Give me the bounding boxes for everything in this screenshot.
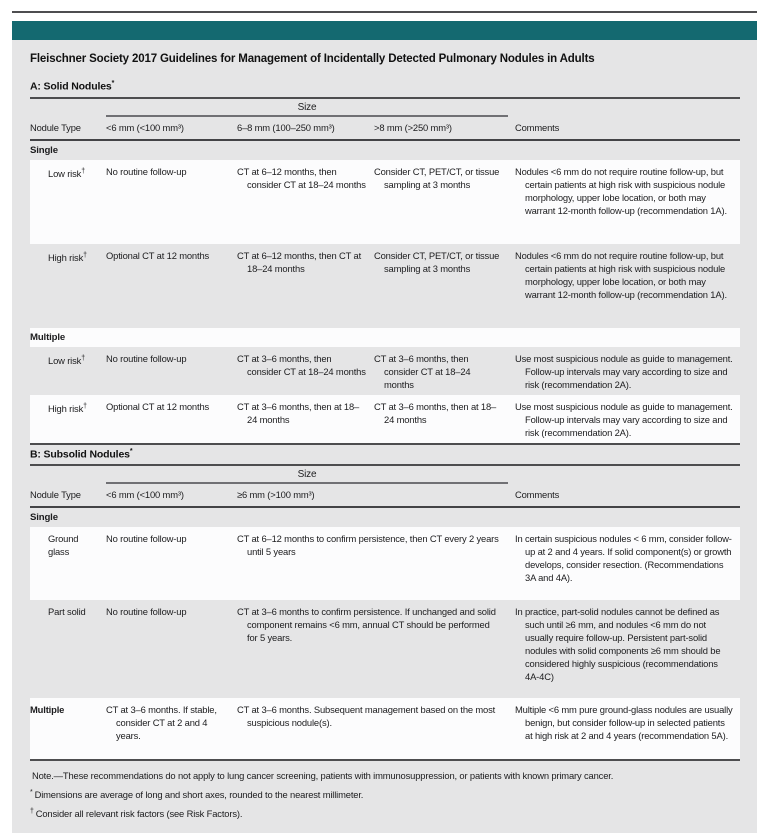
- dagger-marker: †: [81, 167, 85, 175]
- size-span-header: Size: [106, 102, 508, 117]
- cell-size-gt8: Consider CT, PET/CT, or tissue sampling at 3 months: [374, 165, 500, 190]
- cell-size-lt6: No routine follow-up: [106, 606, 187, 617]
- table-row: [30, 347, 740, 395]
- top-divider-rule: [12, 11, 757, 13]
- cell-comments: Use most suspicious nodule as guide to management. Follow-up intervals may vary according to size and risk (recommendation 2A).: [515, 400, 733, 438]
- cell-comments: Nodules <6 mm do not require routine follow-up, but certain patients at high risk with suspicious nodule morphology, upper lobe location, or both may warrant 12-month follow-up (recommendation 1A).: [515, 249, 727, 300]
- group-row-single: Single: [30, 512, 58, 523]
- spacer-cell: [30, 102, 106, 117]
- cell-size-gt8: Consider CT, PET/CT, or tissue sampling at 3 months: [374, 249, 500, 274]
- cell-size-6to8: CT at 6–12 months, then CT at 18–24 months: [237, 249, 362, 274]
- cell-comments: Multiple <6 mm pure ground-glass nodules are usually benign, but consider follow-up in selected patients at high risk at 2 and 4 years (recommendation 5A).: [515, 704, 733, 741]
- spacer-cell: [508, 102, 740, 117]
- cell-size-gt8: CT at 3–6 months, then consider CT at 18–24 months: [374, 352, 471, 390]
- dagger-marker: †: [81, 354, 85, 362]
- section-a-column-headers: [30, 117, 740, 141]
- cell-nodule-type: Ground glass: [48, 533, 79, 557]
- cell-comments: In certain suspicious nodules < 6 mm, consider follow-up at 2 and 4 years. If solid component(s) or growth develops, consider resection. (Recommendations 3A and 4A).: [515, 533, 732, 583]
- col-header-nodule-type: Nodule Type: [30, 121, 81, 133]
- cell-nodule-type: Part solid: [48, 606, 86, 617]
- col-header-comments: Comments: [515, 489, 560, 500]
- teal-header-band: [12, 21, 757, 40]
- cell-size-ge6: CT at 3–6 months. Subsequent management based on the most suspicious nodule(s).: [237, 704, 496, 728]
- section-a-footnote-marker: *: [111, 80, 115, 87]
- cell-size-6to8: CT at 3–6 months, then at 18–24 months: [237, 400, 360, 425]
- col-header-size-1: <6 mm (<100 mm³): [106, 121, 184, 133]
- col-header-comments: Comments: [515, 121, 560, 133]
- section-a-heading: [30, 78, 740, 99]
- section-a-heading-text: A: Solid Nodules: [30, 80, 112, 93]
- row-label: Low risk: [48, 167, 82, 179]
- cell-size-lt6: No routine follow-up: [106, 165, 187, 177]
- col-header-size-1: <6 mm (<100 mm³): [106, 489, 184, 500]
- cell-comments: Nodules <6 mm do not require routine follow-up, but certain patients at high risk with suspicious nodule morphology, upper lobe location, or both may warrant 12-month follow-up (recommendation 1A).: [515, 165, 727, 216]
- cell-size-ge6: CT at 3–6 months to confirm persistence. If unchanged and solid component remains <6 mm, annual CT should be performed for 5 years.: [237, 606, 496, 643]
- footnote-text: Consider all relevant risk factors (see Risk Factors).: [35, 808, 243, 820]
- col-header-size-3: >8 mm (>250 mm³): [374, 121, 452, 133]
- table-panel: [12, 40, 757, 833]
- table-title: Fleischner Society 2017 Guidelines for Management of Incidentally Detected Pulmonary Nodules in Adults: [30, 53, 595, 65]
- table-row: [30, 698, 740, 759]
- row-label: High risk: [48, 402, 84, 414]
- footnote-dagger: [30, 806, 740, 820]
- size-span-header: Size: [106, 469, 508, 484]
- cell-size-lt6: Optional CT at 12 months: [106, 249, 210, 261]
- footnote-marker: †: [30, 808, 34, 816]
- row-label: Low risk: [48, 354, 82, 366]
- cell-nodule-type: [30, 165, 106, 240]
- section-b-heading-text: B: Subsolid Nodules: [30, 448, 130, 460]
- cell-size-lt6: No routine follow-up: [106, 352, 187, 364]
- cell-size-lt6: Optional CT at 12 months: [106, 400, 210, 412]
- dagger-marker: †: [83, 251, 87, 259]
- cell-size-6to8: CT at 6–12 months, then consider CT at 18–24 months: [237, 165, 366, 190]
- cell-size-gt8: CT at 3–6 months, then at 18–24 months: [374, 400, 497, 425]
- section-b-footnote-marker: *: [129, 447, 133, 455]
- spacer-cell: [30, 469, 106, 484]
- table-row: [30, 244, 740, 328]
- cell-size-ge6: CT at 6–12 months to confirm persistence, then CT every 2 years until 5 years: [237, 533, 499, 557]
- col-header-nodule-type: Nodule Type: [30, 489, 81, 500]
- section-a-size-row: [30, 99, 740, 117]
- spacer-cell: [508, 469, 740, 484]
- row-label: High risk: [48, 251, 84, 263]
- group-row-multiple: Multiple: [30, 328, 740, 347]
- cell-comments: In practice, part-solid nodules cannot be defined as such until ≥6 mm, and nodules <6 mm do not usually require follow-up. Persistent part-solid nodules with solid components ≥6 mm should be considered highly suspicious (recommendations 4A-4C): [515, 606, 721, 682]
- footnote-asterisk: [30, 787, 740, 801]
- cell-nodule-type: [30, 352, 106, 391]
- table-row: [30, 160, 740, 244]
- section-b-column-headers: [30, 484, 740, 508]
- group-row-single: Single: [30, 144, 58, 156]
- col-header-size-2: 6–8 mm (100–250 mm³): [237, 121, 335, 133]
- footnote-note: [30, 768, 740, 782]
- footnotes: [30, 759, 740, 820]
- page: [0, 11, 768, 833]
- table-row: [30, 600, 740, 698]
- cell-size-6to8: CT at 3–6 months, then consider CT at 18–24 months: [237, 352, 366, 377]
- cell-comments: Use most suspicious nodule as guide to management. Follow-up intervals may vary according to size and risk (recommendation 2A).: [515, 352, 733, 390]
- cell-nodule-type: [30, 400, 106, 439]
- dagger-marker: †: [83, 402, 87, 410]
- table-row: [30, 527, 740, 600]
- section-b-heading: [30, 443, 740, 467]
- cell-size-lt6: No routine follow-up: [106, 533, 187, 544]
- table-row: [30, 395, 740, 443]
- footnote-text: Note.—These recommendations do not apply to lung cancer screening, patients with immunosuppression, or patients with known primary cancer.: [32, 770, 614, 782]
- cell-size-lt6: CT at 3–6 months. If stable, consider CT at 2 and 4 years.: [106, 704, 217, 741]
- footnote-text: Dimensions are average of long and short axes, rounded to the nearest millimeter.: [34, 789, 364, 801]
- col-header-size-2: ≥6 mm (>100 mm³): [237, 489, 315, 500]
- section-b-size-row: [30, 466, 740, 484]
- cell-nodule-type: Multiple: [30, 704, 65, 715]
- cell-nodule-type: [30, 249, 106, 324]
- footnote-marker: *: [30, 789, 33, 797]
